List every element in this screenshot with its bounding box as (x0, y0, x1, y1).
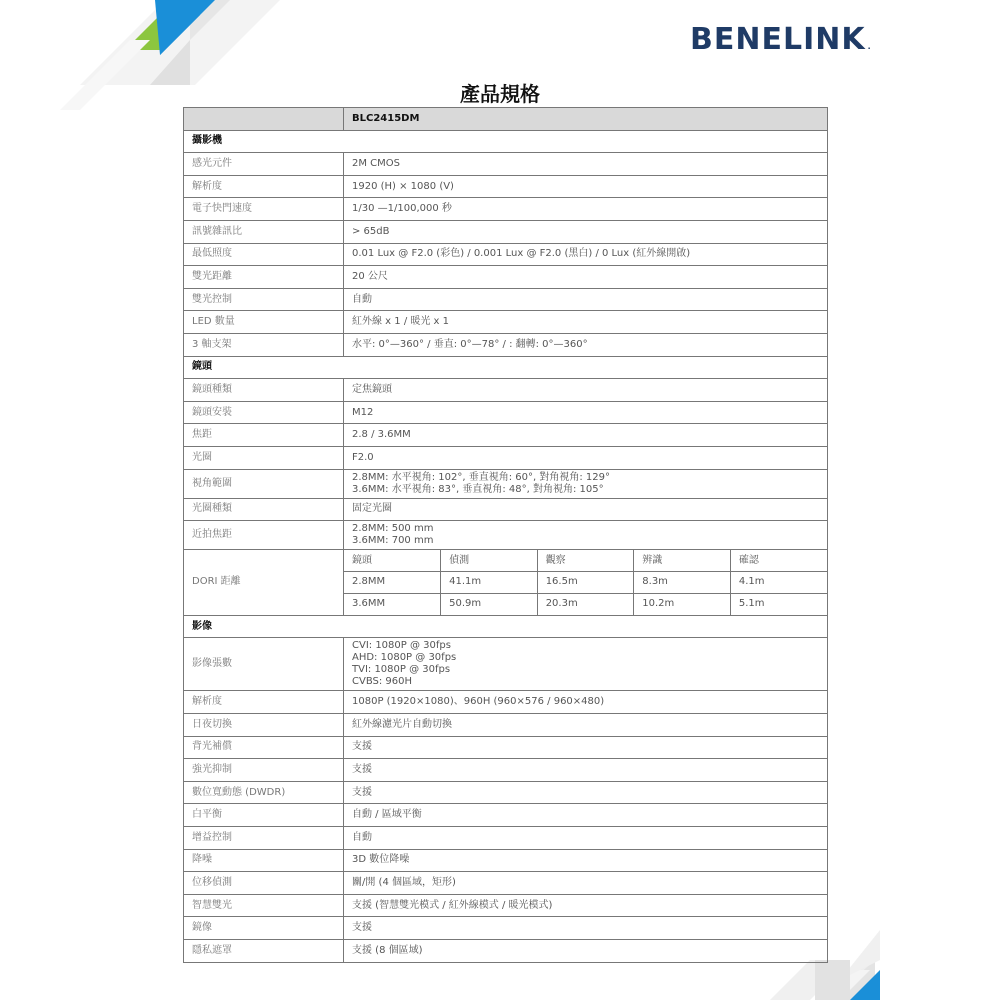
spec-label: 鏡頭種類 (184, 379, 344, 402)
spec-value-line: AHD: 1080P @ 30fps (352, 652, 457, 664)
dori-data-row (344, 593, 827, 615)
spec-row (184, 469, 828, 498)
spec-value: M12 (344, 401, 828, 424)
spec-label: 智慧雙光 (184, 894, 344, 917)
spec-row (184, 714, 828, 737)
spec-label: LED 數量 (184, 311, 344, 334)
spec-label: 解析度 (184, 175, 344, 198)
spec-value-line: CVI: 1080P @ 30fps (352, 640, 451, 652)
spec-row (184, 872, 828, 895)
spec-row (184, 311, 828, 334)
dori-header-row (344, 550, 827, 572)
spec-row (184, 379, 828, 402)
spec-row (184, 917, 828, 940)
section-header-row (184, 356, 828, 379)
spec-value: F2.0 (344, 446, 828, 469)
spec-label: 背光補償 (184, 736, 344, 759)
spec-row (184, 781, 828, 804)
spec-value: 支援 (智慧雙光模式 / 紅外線模式 / 暖光模式) (344, 894, 828, 917)
spec-value: 支援 (344, 917, 828, 940)
spec-row (184, 401, 828, 424)
spec-row (184, 894, 828, 917)
spec-value: 定焦鏡頭 (344, 379, 828, 402)
brand-logo-mark: . (867, 42, 872, 51)
spec-value: 紅外線 x 1 / 暖光 x 1 (344, 311, 828, 334)
spec-value-line: 3.6MM: 700 mm (352, 535, 434, 547)
dori-header-cell: 辨識 (634, 550, 731, 572)
dori-data-cell: 2.8MM (344, 572, 441, 594)
spec-value: 固定光圈 (344, 498, 828, 521)
spec-value: > 65dB (344, 220, 828, 243)
spec-label: 白平衡 (184, 804, 344, 827)
corner-decoration-bottom-stripe (760, 960, 850, 1000)
section-title: 鏡頭 (184, 356, 828, 379)
dori-header-cell: 鏡頭 (344, 550, 441, 572)
spec-value: 1/30 —1/100,000 秒 (344, 198, 828, 221)
spec-row (184, 691, 828, 714)
spec-row (184, 849, 828, 872)
spec-label: 隱私遮罩 (184, 940, 344, 963)
spec-row (184, 198, 828, 221)
spec-value: 2.8 / 3.6MM (344, 424, 828, 447)
spec-value: 20 公尺 (344, 266, 828, 289)
spec-table (183, 107, 828, 963)
spec-row (184, 424, 828, 447)
spec-label: 3 軸支架 (184, 333, 344, 356)
spec-value: 自動 (344, 827, 828, 850)
dori-data-cell: 4.1m (730, 572, 827, 594)
spec-label: 降噪 (184, 849, 344, 872)
dori-row (184, 550, 828, 616)
spec-row (184, 446, 828, 469)
dori-data-cell: 20.3m (537, 593, 634, 615)
spec-value: 1080P (1920×1080)、960H (960×576 / 960×480) (344, 691, 828, 714)
spec-label: 強光抑制 (184, 759, 344, 782)
spec-label: 光圈 (184, 446, 344, 469)
spec-label: 解析度 (184, 691, 344, 714)
spec-row (184, 153, 828, 176)
spec-row (184, 638, 828, 691)
model-name: BLC2415DM (344, 108, 828, 131)
dori-data-cell: 8.3m (634, 572, 731, 594)
dori-data-row (344, 572, 827, 594)
spec-row (184, 940, 828, 963)
spec-value-line: TVI: 1080P @ 30fps (352, 664, 451, 676)
dori-header-cell: 確認 (730, 550, 827, 572)
spec-row (184, 521, 828, 550)
spec-label: 最低照度 (184, 243, 344, 266)
spec-label: 數位寬動態 (DWDR) (184, 781, 344, 804)
spec-value-line: 2.8MM: 水平視角: 102°, 垂直視角: 60°, 對角視角: 129° (352, 471, 610, 483)
section-title: 影像 (184, 615, 828, 638)
spec-label: 鏡像 (184, 917, 344, 940)
spec-label: 視角範圍 (184, 469, 344, 498)
spec-value: 支援 (344, 759, 828, 782)
dori-data-cell: 50.9m (441, 593, 538, 615)
spec-value: 2M CMOS (344, 153, 828, 176)
corner-decoration-bottom-right (830, 910, 1000, 1000)
spec-value: 0.01 Lux @ F2.0 (彩色) / 0.001 Lux @ F2.0 (黑白) / 0 Lux (紅外線開啟) (344, 243, 828, 266)
spec-label: 訊號雜訊比 (184, 220, 344, 243)
model-header-row (184, 108, 828, 131)
spec-label: 光圈種類 (184, 498, 344, 521)
brand-logo-text: BENELINK (690, 22, 866, 57)
spec-value: 關/開 (4 個區域，矩形) (344, 872, 828, 895)
spec-label: 影像張數 (184, 638, 344, 691)
spec-row (184, 804, 828, 827)
spec-value: 支援 (8 個區域) (344, 940, 828, 963)
spec-row (184, 288, 828, 311)
spec-label: 日夜切換 (184, 714, 344, 737)
spec-value-line: 2.8MM: 500 mm (352, 523, 434, 535)
spec-row (184, 175, 828, 198)
spec-value-line: 3.6MM: 水平視角: 83°, 垂直視角: 48°, 對角視角: 105° (352, 483, 604, 495)
spec-value: 支援 (344, 781, 828, 804)
spec-value (344, 638, 828, 691)
spec-value: 自動 / 區域平衡 (344, 804, 828, 827)
spec-row (184, 827, 828, 850)
dori-data-cell: 41.1m (441, 572, 538, 594)
spec-row (184, 266, 828, 289)
spec-label: 感光元件 (184, 153, 344, 176)
spec-row (184, 736, 828, 759)
spec-label: 焦距 (184, 424, 344, 447)
spec-value: 水平: 0°—360° / 垂直: 0°—78° / : 翻轉: 0°—360° (344, 333, 828, 356)
dori-header-cell: 觀察 (537, 550, 634, 572)
dori-cell (344, 550, 828, 616)
spec-label: 近拍焦距 (184, 521, 344, 550)
spec-row (184, 759, 828, 782)
section-header-row (184, 130, 828, 153)
spec-value (344, 469, 828, 498)
page-title: 產品規格 (460, 82, 540, 106)
section-title: 攝影機 (184, 130, 828, 153)
spec-label: 鏡頭安裝 (184, 401, 344, 424)
dori-header-cell: 偵測 (441, 550, 538, 572)
brand-logo (690, 22, 872, 57)
spec-label: 雙光控制 (184, 288, 344, 311)
spec-label: 雙光距離 (184, 266, 344, 289)
spec-value: 支援 (344, 736, 828, 759)
dori-label: DORI 距離 (184, 550, 344, 616)
spec-row (184, 333, 828, 356)
dori-data-cell: 5.1m (738, 598, 765, 610)
spec-value: 紅外線濾光片自動切換 (344, 714, 828, 737)
spec-value: 1920 (H) × 1080 (V) (344, 175, 828, 198)
dori-data-cell: 3.6MM (344, 593, 441, 615)
dori-data-cell: 16.5m (537, 572, 634, 594)
header-empty-cell (184, 108, 344, 131)
spec-label: 增益控制 (184, 827, 344, 850)
spec-label: 電子快門速度 (184, 198, 344, 221)
section-header-row (184, 615, 828, 638)
spec-label: 位移偵測 (184, 872, 344, 895)
spec-row (184, 498, 828, 521)
spec-value: 3D 數位降噪 (344, 849, 828, 872)
spec-value: 自動 (344, 288, 828, 311)
spec-row (184, 220, 828, 243)
spec-row (184, 243, 828, 266)
dori-table (344, 550, 827, 615)
spec-value-line: CVBS: 960H (352, 676, 413, 688)
dori-data-cell: 10.2m (634, 593, 731, 615)
spec-value (344, 521, 828, 550)
